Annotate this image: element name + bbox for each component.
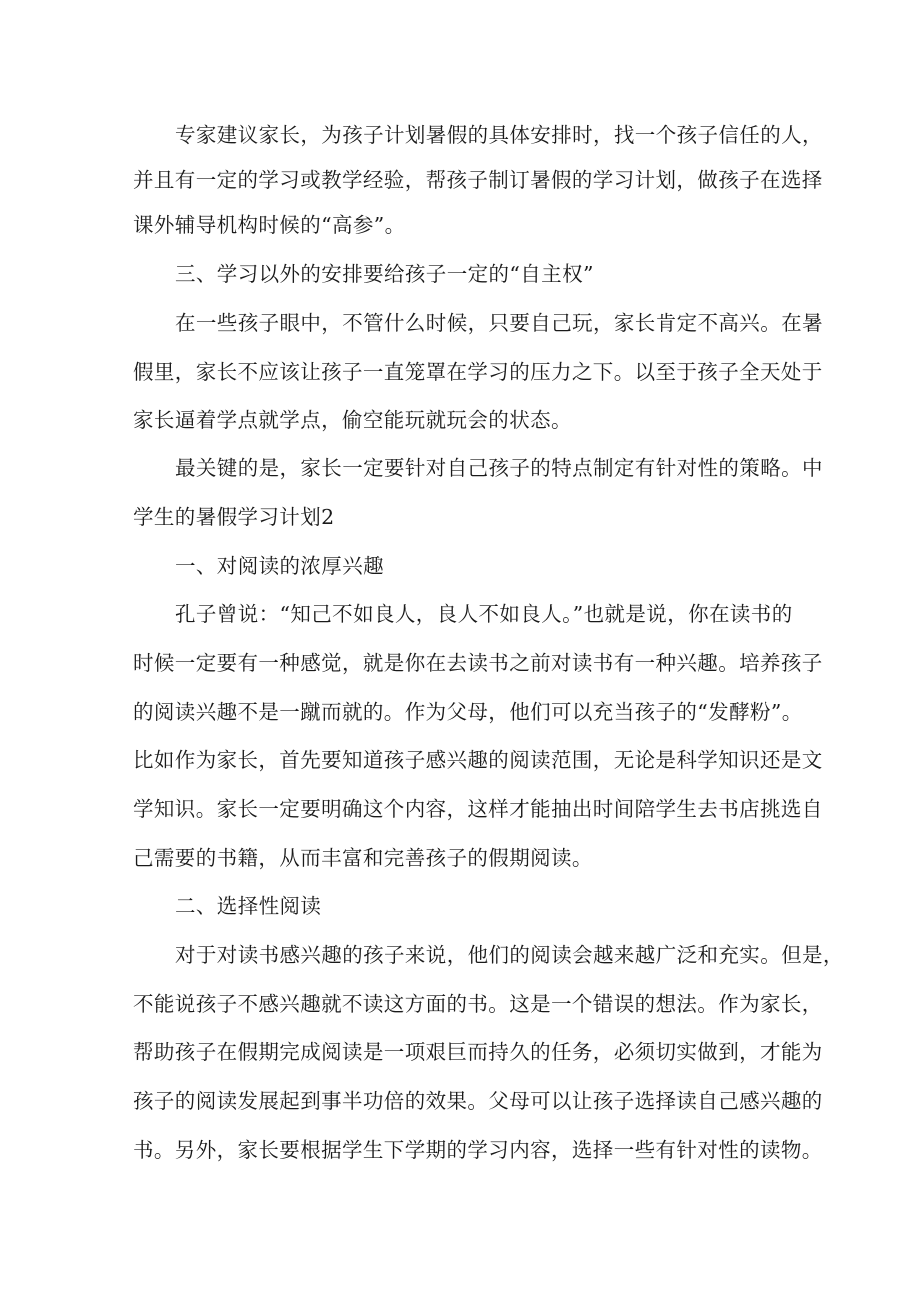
text-line: 孩子的阅读发展起到事半功倍的效果。父母可以让孩子选择读自己感兴趣的	[133, 1089, 823, 1113]
text-line: 假里，家长不应该让孩子一直笼罩在学习的压力之下。以至于孩子全天处于	[133, 360, 823, 384]
text-line: 比如作为家长，首先要知道孩子感兴趣的阅读范围，无论是科学知识还是文	[133, 748, 823, 772]
text-line: 课外辅导机构时候的“高参”。	[133, 213, 406, 237]
text-line: 孔子曾说：“知己不如良人，良人不如良人。”也就是说，你在读书的	[175, 602, 793, 626]
text-line: 帮助孩子在假期完成阅读是一项艰巨而持久的任务，必须切实做到，才能为	[133, 1040, 823, 1064]
text-line: 最关键的是，家长一定要针对自己孩子的特点制定有针对性的策略。中	[175, 456, 823, 480]
text-line: 不能说孩子不感兴趣就不读这方面的书。这是一个错误的想法。作为家长，	[133, 992, 823, 1016]
text-line: 的阅读兴趣不是一蹴而就的。作为父母，他们可以充当孩子的“发酵粉”。	[133, 700, 803, 724]
section-heading: 一、对阅读的浓厚兴趣	[175, 554, 384, 578]
text-line: 并且有一定的学习或教学经验，帮孩子制订暑假的学习计划，做孩子在选择	[133, 168, 823, 192]
section-heading: 二、选择性阅读	[175, 894, 322, 918]
text-line: 学生的暑假学习计划2	[133, 505, 335, 529]
section-heading: 三、学习以外的安排要给孩子一定的“自主权”	[175, 262, 594, 286]
text-line: 专家建议家长，为孩子计划暑假的具体安排时，找一个孩子信任的人，	[175, 123, 823, 147]
text-line: 在一些孩子眼中，不管什么时候，只要自己玩，家长肯定不高兴。在暑	[175, 311, 823, 335]
text-line: 对于对读书感兴趣的孩子来说，他们的阅读会越来越广泛和充实。但是，	[175, 943, 844, 967]
text-line: 己需要的书籍，从而丰富和完善孩子的假期阅读。	[133, 846, 593, 870]
text-line: 家长逼着学点就学点，偷空能玩就玩会的状态。	[133, 408, 572, 432]
text-line: 书。另外，家长要根据学生下学期的学习内容，选择一些有针对性的读物。	[133, 1138, 823, 1162]
text-line: 学知识。家长一定要明确这个内容，这样才能抽出时间陪学生去书店挑选自	[133, 797, 823, 821]
text-line: 时候一定要有一种感觉，就是你在去读书之前对读书有一种兴趣。培养孩子	[133, 651, 823, 675]
